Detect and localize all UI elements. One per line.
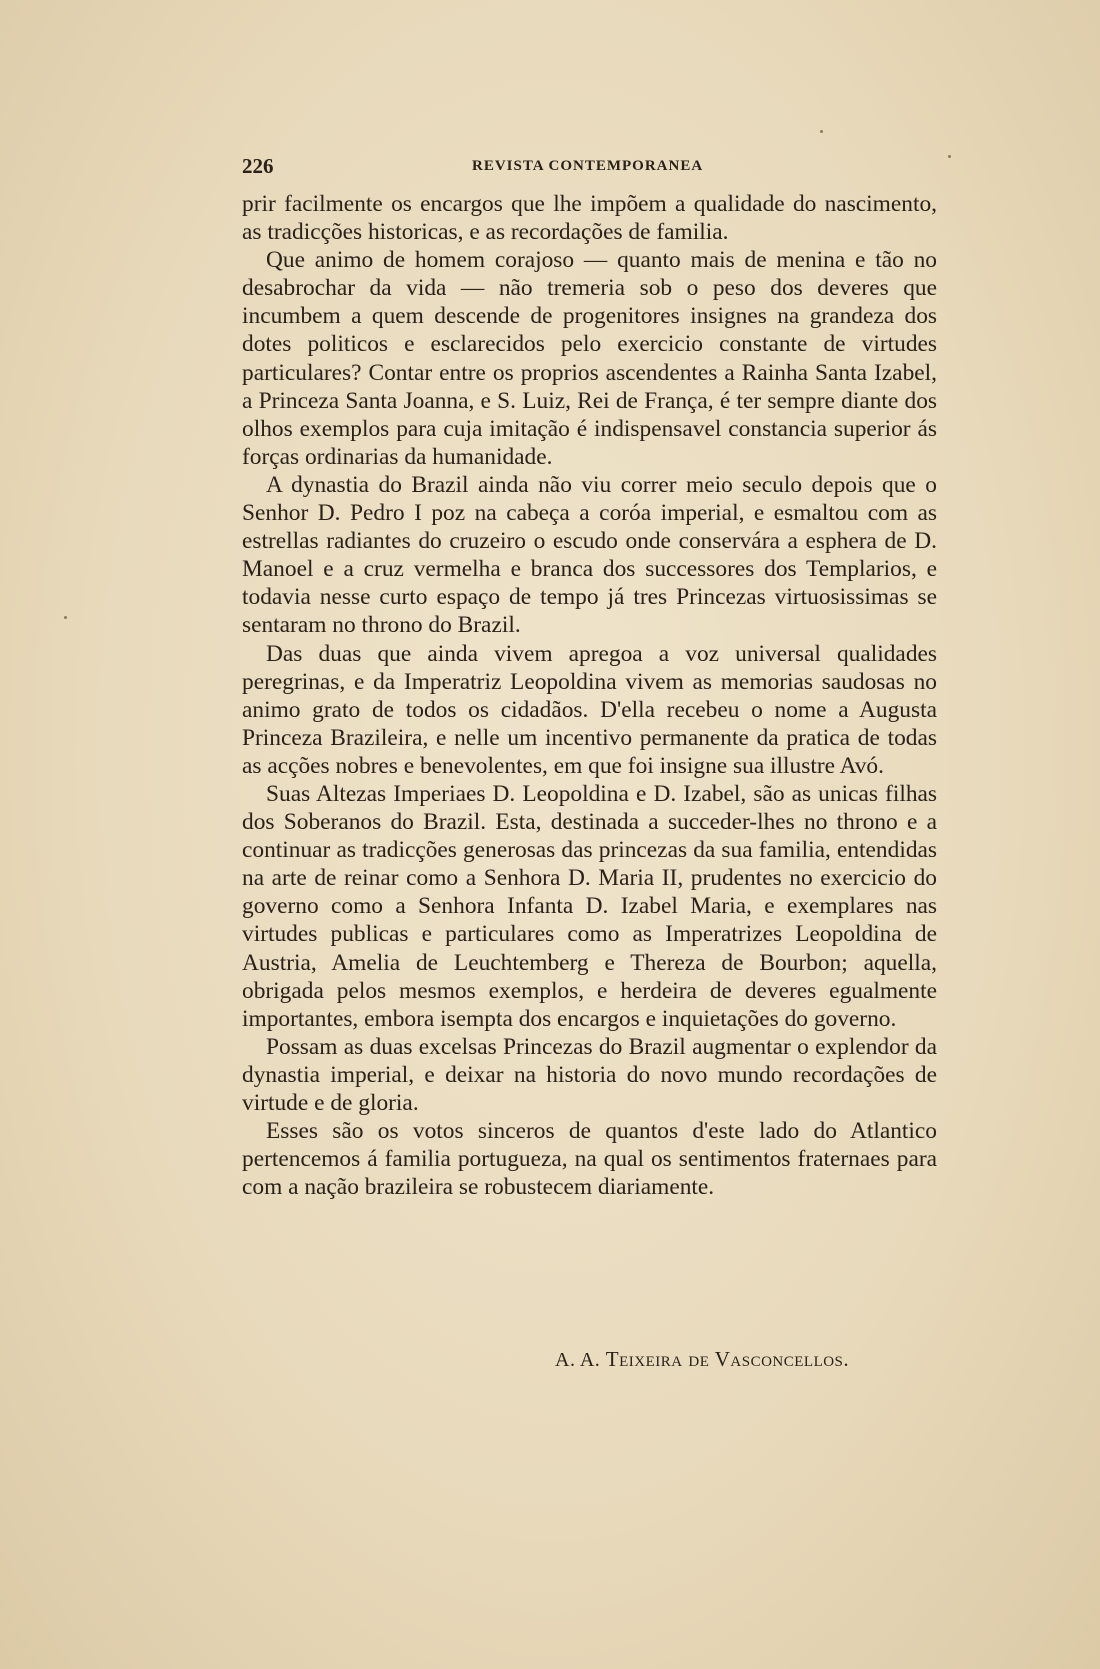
author-initials: A. A. xyxy=(555,1349,601,1371)
paragraph-6: Possam as duas excelsas Princezas do Brazil augmentar o explendor da dynastia imperial, e deixar na historia do novo mundo recordações de virtude e de gloria. xyxy=(242,1033,937,1116)
paragraph-7: Esses são os votos sinceros de quantos d'este lado do Atlantico pertencemos á familia portugueza, na qual os sentimentos fraternaes para com a nação brazileira se robustecem diariamente. xyxy=(242,1118,937,1201)
page-header xyxy=(242,150,942,184)
ink-speck xyxy=(64,616,67,619)
article-body xyxy=(242,190,937,1201)
paragraph-1: prir facilmente os encargos que lhe impõem a qualidade do nascimento, as tradicções historicas, e as recordações de familia. xyxy=(242,191,937,246)
running-title: REVISTA CONTEMPORANEA xyxy=(472,158,704,174)
page-number: 226 xyxy=(242,154,274,178)
paragraph-4: Das duas que ainda vivem apregoa a voz universal qualidades peregrinas, e da Imperatriz Leopoldina vivem as memorias saudosas no animo grato de todos os cidadãos. D'ella recebeu o nome a Augusta Princeza Brazileira, e nelle um incentivo permanente da pratica de todas as acções nobres e benevolentes, em que foi insigne sua illustre Avó. xyxy=(242,640,937,779)
paragraph-3: A dynastia do Brazil ainda não viu correr meio seculo depois que o Senhor D. Pedro I poz na cabeça a coróa imperial, e esmaltou com as estrellas radiantes do cruzeiro o escudo onde conservára a esphera de D. Manoel e a cruz vermelha e branca dos successores dos Templarios, e todavia nesse curto espaço de tempo já tres Princezas virtuosissimas se sentaram no throno do Brazil. xyxy=(242,471,937,639)
paragraph-2: Que animo de homem corajoso — quanto mais de menina e tão no desabrochar da vida — não tremeria sob o peso dos deveres que incumbem a quem descende de progenitores insignes na grandeza dos dotes politicos e esclarecidos pelo exercicio constante de virtudes particulares? Contar entre os proprios ascendentes a Rainha Santa Izabel, a Princeza Santa Joanna, e S. Luiz, Rei de França, é ter sempre diante dos olhos exemplos para cuja imitação é indispensavel constancia superior ás forças ordinarias da humanidade. xyxy=(242,247,937,470)
author-name: Teixeira de Vasconcellos. xyxy=(605,1347,850,1371)
author-signature xyxy=(555,1347,849,1372)
ink-speck xyxy=(820,130,823,133)
paragraph-5: Suas Altezas Imperiaes D. Leopoldina e D. Izabel, são as unicas filhas dos Soberanos do Brazil. Esta, destinada a succeder-lhes no throno e a continuar as tradicções generosas das princezas da sua familia, entendidas na arte de reinar como a Senhora D. Maria II, prudentes no exercicio do governo como a Senhora Infanta D. Izabel Maria, e exemplares nas virtudes publicas e particulares como as Imperatrizes Leopoldina de Austria, Amelia de Leuchtemberg e Thereza de Bourbon; aquella, obrigada pelos mesmos exemplos, e herdeira de deveres egualmente importantes, embora isempta dos encargos e inquietações do governo. xyxy=(242,780,937,1032)
ink-speck xyxy=(948,155,951,158)
